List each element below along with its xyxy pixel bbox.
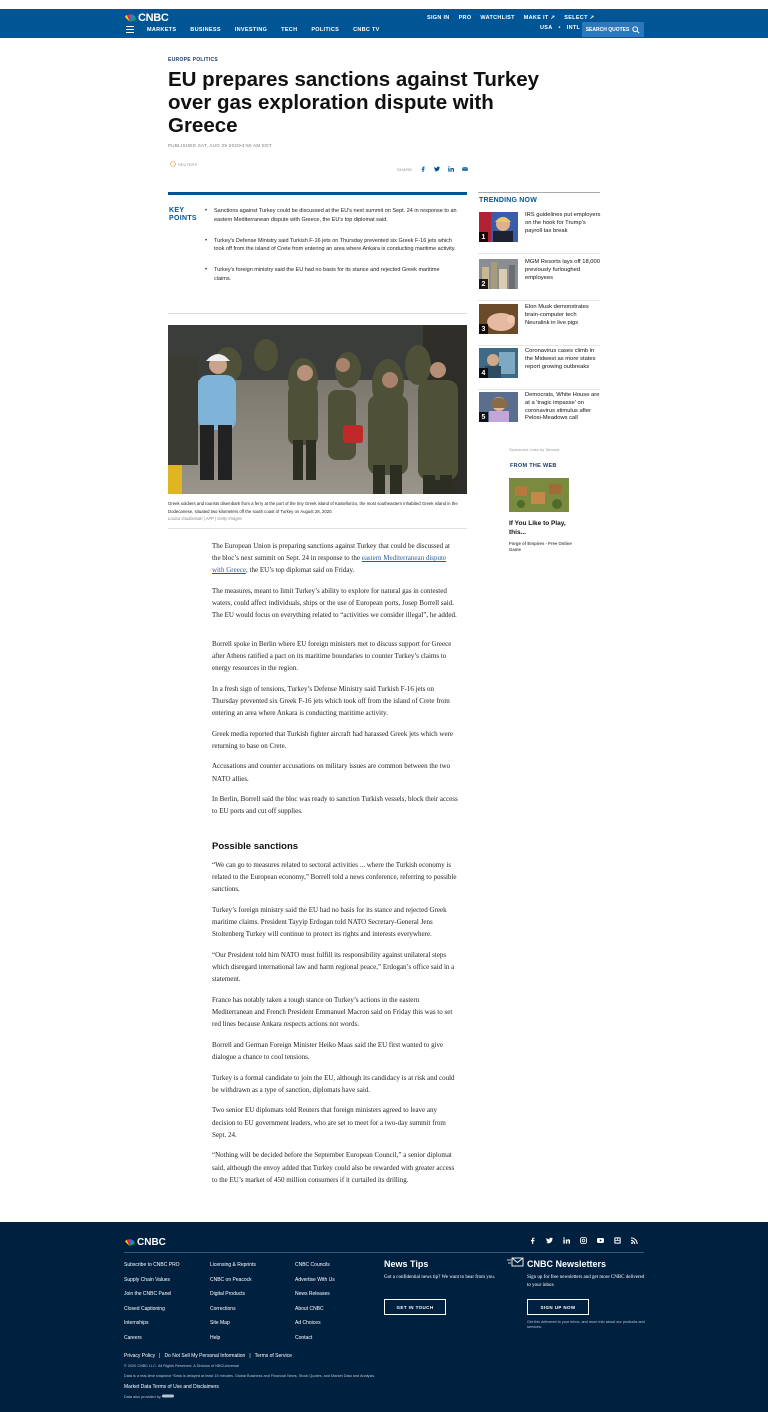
- footer-column-3: [295, 1262, 335, 1341]
- legal-separator: |: [249, 1353, 251, 1359]
- eastern-mediterranean-link[interactable]: eastern Mediterranean dispute with Greece: [212, 554, 447, 575]
- footer-link[interactable]: Closed Captioning: [124, 1305, 165, 1312]
- sign-up-now-button[interactable]: SIGN UP NOW: [527, 1299, 589, 1315]
- data-delay-notice: Data is a real-time snapshot *Data is delayed at least 15 minutes. Global Business and Financial News, Stock Quotes, and Market Data and Analysis.: [124, 1374, 376, 1378]
- body-paragraph: Accusations and counter accusations on military issues are common between the two NATO allies.: [212, 762, 451, 783]
- region-usa[interactable]: USA: [540, 25, 553, 31]
- article-kicker[interactable]: EUROPE POLITICS: [168, 57, 219, 63]
- peacock-icon: [124, 1239, 135, 1246]
- get-in-touch-button[interactable]: GET IN TOUCH: [384, 1299, 446, 1315]
- from-the-web-title: FROM THE WEB: [510, 463, 557, 469]
- key-points-bottom-rule: [168, 313, 467, 314]
- newsletters-text: Sign up for free newsletters and get more CNBC delivered to your inbox: [527, 1275, 645, 1288]
- region-switcher: [540, 25, 580, 31]
- sponsored-ad-image[interactable]: [509, 478, 569, 512]
- share-label: SHARE: [397, 166, 413, 172]
- rss-icon[interactable]: [631, 1237, 638, 1244]
- facebook-icon[interactable]: [529, 1237, 536, 1244]
- nav-cnbc-tv[interactable]: CNBC TV: [353, 27, 380, 33]
- region-separator: •: [558, 25, 561, 31]
- legal-separator: |: [159, 1353, 161, 1359]
- cnbc-logo[interactable]: [124, 12, 169, 24]
- footer-link[interactable]: Site Map: [210, 1320, 230, 1326]
- footer-divider: [124, 1252, 644, 1253]
- trending-thumbnail: [479, 212, 518, 242]
- body-paragraph: “Our President told him NATO must fulfill its responsibility against unilateral steps which disregard international law and harm regional peace,” Erdogan’s office said in a statement.: [212, 950, 455, 984]
- footer-link[interactable]: Supply Chain Values: [124, 1276, 171, 1283]
- body-paragraph: Greek media reported that Turkish fighter aircraft had harassed Greek jets which were returning to base on Crete.: [212, 729, 454, 750]
- source-label: REUTERS: [178, 161, 198, 167]
- game-ad-illustration: [509, 478, 569, 512]
- source-logo: [170, 161, 197, 167]
- trending-number: 1: [479, 232, 488, 242]
- footer-cnbc-logo[interactable]: [124, 1237, 166, 1248]
- footer-legal-links: [124, 1353, 292, 1359]
- search-icon: [632, 26, 640, 34]
- key-point: • Sanctions against Turkey could be discussed at the EU's next summit on Sept. 24 in response to an eastern Mediterranean dispute with Greece, the EU's top diplomat said.: [205, 207, 457, 225]
- apps-icon[interactable]: [614, 1237, 621, 1244]
- footer-link[interactable]: Internships: [124, 1320, 149, 1326]
- newsletters-fine-print: Get this delivered to your inbox, and more info about our products and services.: [527, 1320, 645, 1329]
- body-paragraph: France has notably taken a tough stance on Turkey’s actions in the eastern Mediterranean and French President Emmanuel Macron said on Friday this was to set red lines because Ankara respects actions not words.: [212, 995, 453, 1029]
- twitter-icon[interactable]: [434, 166, 440, 172]
- instagram-icon[interactable]: [580, 1237, 587, 1244]
- footer-link[interactable]: About CNBC: [295, 1305, 324, 1312]
- footer-column-2: [210, 1262, 256, 1341]
- trending-number: 2: [479, 279, 488, 289]
- trending-headline[interactable]: IRS guidelines put employers on the hook for Trump's payroll tax break: [525, 212, 601, 234]
- sponsored-ad-title[interactable]: If You Like to Play, this...: [509, 520, 566, 536]
- peacock-icon: [124, 14, 136, 22]
- top-nav-bar: [0, 9, 768, 38]
- body-text: The European Union is preparing sanctions against Turkey that could be discussed at the bloc’s next summit on Sept. 24 in response to the: [212, 542, 450, 563]
- data-provider-note: [124, 1394, 174, 1399]
- body-paragraph: [212, 540, 458, 577]
- trending-item[interactable]: [478, 258, 600, 296]
- body-paragraph: Turkey is a formal candidate to join the EU, although its candidacy is at risk and could be withdrawn as a type of sanction, diplomats have said.: [212, 1073, 455, 1094]
- trending-item[interactable]: [478, 347, 600, 385]
- copyright-text: © 2020 CNBC LLC. All Rights Reserved. A Division of NBCUniversal: [124, 1364, 240, 1368]
- footer-link[interactable]: CNBC Councils: [295, 1262, 330, 1268]
- footer-link[interactable]: CNBC on Peacock: [210, 1276, 252, 1283]
- facebook-icon[interactable]: [420, 166, 426, 172]
- body-paragraph: Borrell spoke in Berlin where EU foreign ministers met to discuss support for Greece after Athens ratified a pact on its maritime boundaries to counter Turkey’s claims to energy resources in the region.: [212, 639, 452, 673]
- footer-link[interactable]: Digital Products: [210, 1291, 246, 1297]
- trending-divider: [478, 300, 600, 301]
- body-paragraph: In Berlin, Borrell said the bloc was ready to sanction Turkish vessels, block their access to EU ports and cut off supplies.: [212, 795, 458, 816]
- twitter-icon[interactable]: [546, 1237, 553, 1244]
- data-provider-label: Data also provided by: [124, 1395, 161, 1399]
- nav-investing[interactable]: INVESTING: [234, 27, 268, 33]
- body-text: , the EU’s top diplomat said on Friday.: [246, 566, 355, 575]
- trending-thumbnail: [479, 348, 518, 378]
- footer-link[interactable]: Join the CNBC Panel: [124, 1291, 172, 1297]
- region-intl[interactable]: INTL: [566, 25, 581, 31]
- newsletters-title: CNBC Newsletters: [527, 1259, 607, 1269]
- section-subheading: Possible sanctions: [212, 840, 299, 852]
- footer-social-links: [529, 1237, 638, 1244]
- trending-headline[interactable]: MGM Resorts lays off 18,000 previously furloughed employees: [525, 259, 600, 281]
- published-date: PUBLISHED SAT, AUG 29 2020•3:50 AM EDT: [168, 143, 272, 148]
- body-paragraph: In a fresh sign of tensions, Turkey’s Defense Ministry said Turkish F-16 jets on Thursday prevented six Greek F-16 jets which took off from the island of Crete from entering an area where Ankara is conducting maritime activity.: [212, 684, 450, 718]
- photo-credit: Louisa Gouliamaki | AFP | Getty Images: [168, 516, 243, 521]
- sign-in-link[interactable]: SIGN IN: [427, 15, 450, 21]
- body-paragraph: Turkey’s foreign ministry said the EU had no basis for its stance and rejected Greek maritime claims. President Tayyip Erdogan told NATO Secretary-General Jens Stoltenberg Turkey will continue to protect its rights and interests everywhere.: [212, 905, 447, 939]
- body-paragraph: Borrell and German Foreign Minister Heiko Maas said the EU first wanted to give dialogue a chance to cool tensions.: [212, 1040, 444, 1062]
- news-tips-title: News Tips: [384, 1259, 429, 1269]
- soldiers-photo-illustration: [168, 325, 467, 494]
- footer-link[interactable]: Advertise With Us: [295, 1276, 335, 1283]
- trending-headline[interactable]: Elon Musk demonstrates brain-computer tech Neuralink in live pigs: [525, 304, 589, 326]
- trending-number: 3: [479, 324, 488, 334]
- footer-link[interactable]: Contact: [295, 1334, 313, 1341]
- search-quotes-button[interactable]: [582, 22, 644, 37]
- trending-headline[interactable]: Coronavirus cases climb in the Midwest as more states report growing outbreaks: [525, 348, 596, 370]
- photo-caption: Greek soldiers and tourists disembark from a ferry at the port of the tiny Greek island of Kastellorizo, the most southeastern inhabited Greek island in the Dodecanese, situated two kilometers off the south coast of Turkey on August 28, 2020.: [168, 501, 458, 514]
- body-paragraph: “We can go to measures related to sectoral activities ... where the Turkish economy is related to the European economy,” Borrell told a news conference, referring to possible sanctions.: [212, 860, 457, 894]
- footer-link[interactable]: Licensing & Reprints: [210, 1262, 256, 1268]
- menu-icon[interactable]: [126, 26, 134, 33]
- main-nav: [147, 27, 380, 33]
- sponsored-ad-source: Forge of Empires - Free Online Game: [509, 541, 572, 552]
- nav-politics[interactable]: POLITICS: [311, 27, 340, 33]
- trending-number: 5: [479, 412, 488, 422]
- footer-link[interactable]: Careers: [124, 1334, 142, 1341]
- pro-link[interactable]: PRO: [458, 15, 472, 21]
- select-link[interactable]: SELECT ↗: [564, 15, 595, 21]
- share-bar: [397, 166, 468, 172]
- reuters-icon: [170, 161, 176, 167]
- key-points-top-border: [168, 192, 467, 195]
- footer-link[interactable]: Ad Choices: [295, 1320, 321, 1326]
- trending-divider: [478, 253, 600, 254]
- trending-item[interactable]: [478, 211, 600, 249]
- article-body: [212, 540, 458, 1194]
- trending-thumbnail: [479, 259, 518, 289]
- market-data-terms-link[interactable]: Market Data Terms of Use and Disclaimers: [124, 1384, 219, 1390]
- footer-column-1: [124, 1262, 180, 1341]
- watchlist-link[interactable]: WATCHLIST: [480, 15, 515, 21]
- logo-text: CNBC: [138, 12, 169, 24]
- trending-item[interactable]: [478, 391, 600, 429]
- linkedin-icon[interactable]: [563, 1237, 570, 1244]
- body-paragraph: The measures, meant to limit Turkey’s ability to explore for natural gas in contested waters, could affect individuals, ships or the use of European ports, Josep Borrell said. The EU would focus on everything related to “activities we consider illegal”, he added.: [212, 587, 457, 620]
- footer-link[interactable]: Corrections: [210, 1305, 236, 1312]
- trending-thumbnail: [479, 304, 518, 334]
- sponsored-label[interactable]: Sponsored Links by Taboola: [509, 447, 560, 452]
- trending-divider: [478, 389, 600, 390]
- email-icon[interactable]: [462, 166, 468, 172]
- body-paragraph: Two senior EU diplomats told Reuters that foreign ministers agreed to leave any decision to EU government leaders, who are set to meet for a two-day summit from Sept. 24.: [212, 1106, 446, 1139]
- make-it-link[interactable]: MAKE IT ↗: [523, 15, 556, 21]
- key-point: • Turkey's foreign ministry said the EU had no basis for its stance and rejected Greek maritime claims.: [205, 266, 457, 284]
- privacy-policy-link[interactable]: Privacy Policy: [124, 1353, 156, 1359]
- data-provider-logo: [162, 1394, 174, 1398]
- utility-nav: [427, 15, 594, 21]
- youtube-icon[interactable]: [597, 1237, 604, 1244]
- caption-divider: [168, 528, 467, 529]
- trending-number: 4: [479, 368, 488, 378]
- nav-business[interactable]: BUSINESS: [190, 27, 221, 33]
- key-points-list: [205, 207, 457, 296]
- nav-tech[interactable]: TECH: [281, 27, 298, 33]
- linkedin-icon[interactable]: [448, 166, 454, 172]
- trending-item[interactable]: [478, 303, 600, 341]
- trending-now-title: TRENDING NOW: [479, 197, 538, 204]
- trending-divider: [478, 345, 600, 346]
- article-headline: EU prepares sanctions against Turkey over gas exploration dispute with Greece: [168, 68, 540, 137]
- body-paragraph: “Nothing will be decided before the September European Council,” a senior diplomat said, although the envoy added that Turkey could also be rewarded with greater access to the EU’s market of 450 million consumers if it curtailed its drilling.: [212, 1151, 455, 1184]
- site-footer: [0, 1222, 768, 1412]
- trending-thumbnail: [479, 392, 518, 422]
- article-photo: [168, 325, 467, 494]
- footer-logo-text: CNBC: [137, 1237, 166, 1248]
- do-not-sell-link[interactable]: Do Not Sell My Personal Information: [164, 1353, 246, 1359]
- footer-link[interactable]: News Releases: [295, 1291, 330, 1297]
- footer-link[interactable]: Help: [210, 1334, 221, 1341]
- key-point: • Turkey's Defense Ministry said Turkish F-16 jets on Thursday prevented six Greek F-16 jets which took off from the island of Crete from entering an area where Ankara is conducting maritime activity.: [205, 237, 457, 255]
- search-quotes-label: SEARCH QUOTES: [585, 26, 630, 33]
- trending-headline[interactable]: Democrats, White House are at a 'tragic impasse' on coronavirus stimulus after Pelosi-Meadows call: [525, 392, 600, 422]
- newsletter-envelope-icon: [507, 1257, 524, 1267]
- terms-of-service-link[interactable]: Terms of Service: [254, 1353, 292, 1359]
- footer-link[interactable]: Subscribe to CNBC PRO: [124, 1262, 180, 1268]
- trending-top-rule: [478, 192, 600, 193]
- news-tips-text: Got a confidential news tip? We want to hear from you.: [384, 1275, 496, 1280]
- key-points-title: KEY POINTS: [169, 207, 197, 222]
- nav-markets[interactable]: MARKETS: [147, 27, 177, 33]
